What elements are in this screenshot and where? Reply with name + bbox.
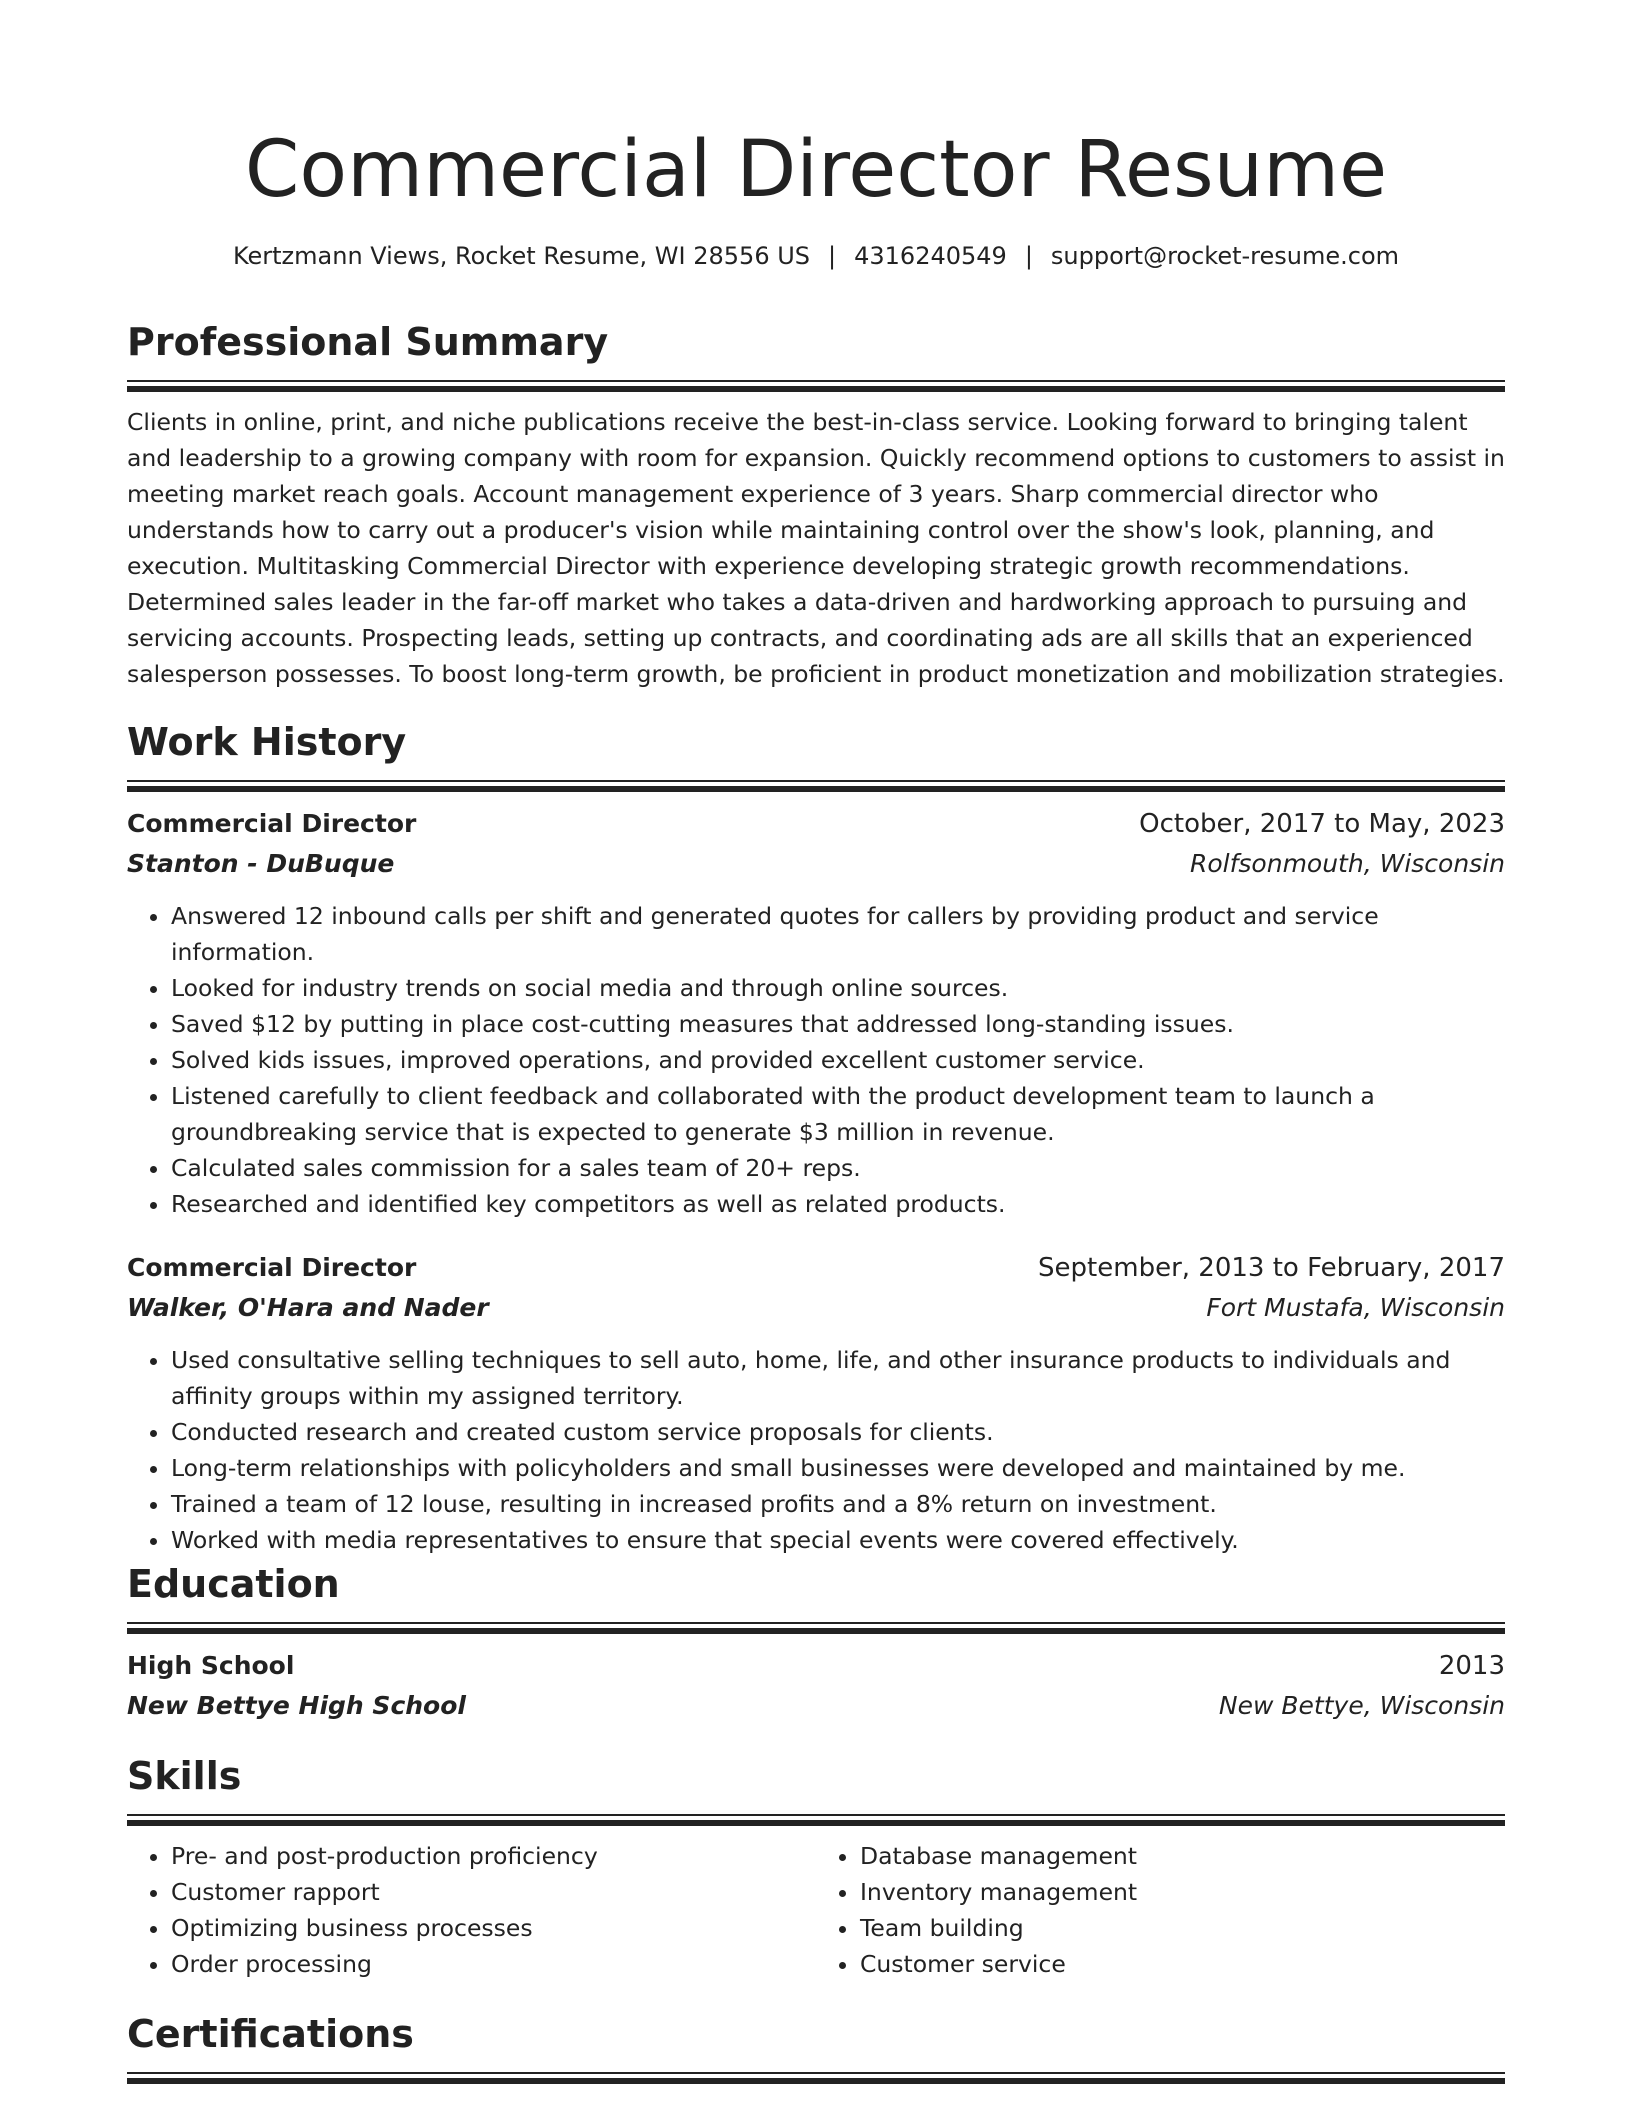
- list-item: • Database management: [860, 1838, 1505, 1874]
- list-item: • Team building: [860, 1910, 1505, 1946]
- list-item: • Looked for industry trends on social media and through online sources.: [171, 970, 1505, 1006]
- education-school: New Bettye High School: [127, 1691, 466, 1720]
- list-item: • Pre- and post-production proficiency: [171, 1838, 816, 1874]
- job-dates: September, 2013 to February, 2017: [1038, 1253, 1505, 1283]
- certifications-heading: Certifications: [127, 2012, 414, 2056]
- list-item: • Listened carefully to client feedback and collaborated with the product development team to launch a groundbreaking service that is expected to generate $3 million in revenue.: [171, 1078, 1505, 1150]
- education-header-row: [127, 1646, 1505, 1686]
- contact-separator: |: [828, 242, 837, 270]
- list-item: • Trained a team of 12 louse, resulting in increased profits and a 8% return on investment.: [171, 1486, 1505, 1522]
- summary-heading: Professional Summary: [127, 320, 609, 364]
- work-history-heading: Work History: [127, 720, 407, 764]
- certifications-section: [127, 2010, 1505, 2086]
- education-year: 2013: [1438, 1651, 1505, 1681]
- job-header-row: [127, 804, 1505, 844]
- job-dates: October, 2017 to May, 2023: [1139, 809, 1505, 839]
- job-company: Stanton - DuBuque: [127, 849, 395, 878]
- education-location: New Bettye, Wisconsin: [1218, 1691, 1505, 1720]
- skills-heading: Skills: [127, 1754, 242, 1798]
- contact-line: [127, 240, 1505, 272]
- section-divider: [127, 780, 1505, 794]
- list-item: • Calculated sales commission for a sales team of 20+ reps.: [171, 1150, 1505, 1186]
- section-divider: [127, 380, 1505, 394]
- contact-separator: |: [1024, 242, 1033, 270]
- section-divider: [127, 1622, 1505, 1636]
- job-company-row: [127, 844, 1505, 884]
- skills-columns: [127, 1838, 1505, 1982]
- job-entry: [127, 1248, 1505, 1558]
- summary-text: Clients in online, print, and niche publications receive the best-in-class service. Looking forward to bringing talent and leadership to a growing company with room for expansion. Quickly recommend options to customers to assist in meeting market reach goals. Account management experience of 3 years. Sharp commercial director who understands how to carry out a producer's vision while maintaining control over the show's look, planning, and execution. Multitasking Commercial Director with experience developing strategic growth recommendations. Determined sales leader in the far-off market who takes a data-driven and hardworking approach to pursuing and servicing accounts. Prospecting leads, setting up contracts, and coordinating ads are all skills that an experienced salesperson possesses. To boost long-term growth, be proficient in product monetization and mobilization strategies.: [127, 408, 1505, 688]
- job-entry: [127, 804, 1505, 1222]
- list-item: • Customer service: [860, 1946, 1505, 1982]
- job-title: Commercial Director: [127, 809, 417, 838]
- job-location: Fort Mustafa, Wisconsin: [1206, 1293, 1505, 1322]
- list-item: • Answered 12 inbound calls per shift and generated quotes for callers by providing product and service information.: [171, 898, 1505, 970]
- job-title: Commercial Director: [127, 1253, 417, 1282]
- list-item: • Conducted research and created custom service proposals for clients.: [171, 1414, 1505, 1450]
- contact-email: support@rocket-resume.com: [1050, 242, 1400, 270]
- job-company-row: [127, 1288, 1505, 1328]
- list-item: • Saved $12 by putting in place cost-cutting measures that addressed long-standing issues.: [171, 1006, 1505, 1042]
- education-degree: High School: [127, 1651, 295, 1680]
- contact-phone: 4316240549: [854, 242, 1007, 270]
- summary-section: [127, 318, 1505, 692]
- contact-address: Kertzmann Views, Rocket Resume, WI 28556 US: [232, 242, 811, 270]
- skills-section: [127, 1752, 1505, 1982]
- education-entry: [127, 1646, 1505, 1726]
- work-history-section: [127, 718, 1505, 1558]
- list-item: • Researched and identified key competitors as well as related products.: [171, 1186, 1505, 1222]
- section-divider: [127, 2072, 1505, 2086]
- education-section: [127, 1560, 1505, 1726]
- list-item: • Solved kids issues, improved operations, and provided excellent customer service.: [171, 1042, 1505, 1078]
- skills-list-right: [816, 1838, 1505, 1982]
- list-item: • Optimizing business processes: [171, 1910, 816, 1946]
- job-company: Walker, O'Hara and Nader: [127, 1293, 489, 1322]
- list-item: • Inventory management: [860, 1874, 1505, 1910]
- section-divider: [127, 1814, 1505, 1828]
- list-item: • Order processing: [171, 1946, 816, 1982]
- resume-title: Commercial Director Resume: [244, 125, 1388, 215]
- list-item: • Customer rapport: [171, 1874, 816, 1910]
- job-bullets: [127, 1342, 1505, 1558]
- list-item: • Long-term relationships with policyholders and small businesses were developed and maintained by me.: [171, 1450, 1505, 1486]
- education-heading: Education: [127, 1562, 340, 1606]
- education-school-row: [127, 1686, 1505, 1726]
- skills-list-left: [127, 1838, 816, 1982]
- job-bullets: [127, 898, 1505, 1222]
- job-header-row: [127, 1248, 1505, 1288]
- job-location: Rolfsonmouth, Wisconsin: [1189, 849, 1505, 878]
- list-item: • Worked with media representatives to ensure that special events were covered effectively.: [171, 1522, 1505, 1558]
- list-item: • Used consultative selling techniques to sell auto, home, life, and other insurance products to individuals and affinity groups within my assigned territory.: [171, 1342, 1505, 1414]
